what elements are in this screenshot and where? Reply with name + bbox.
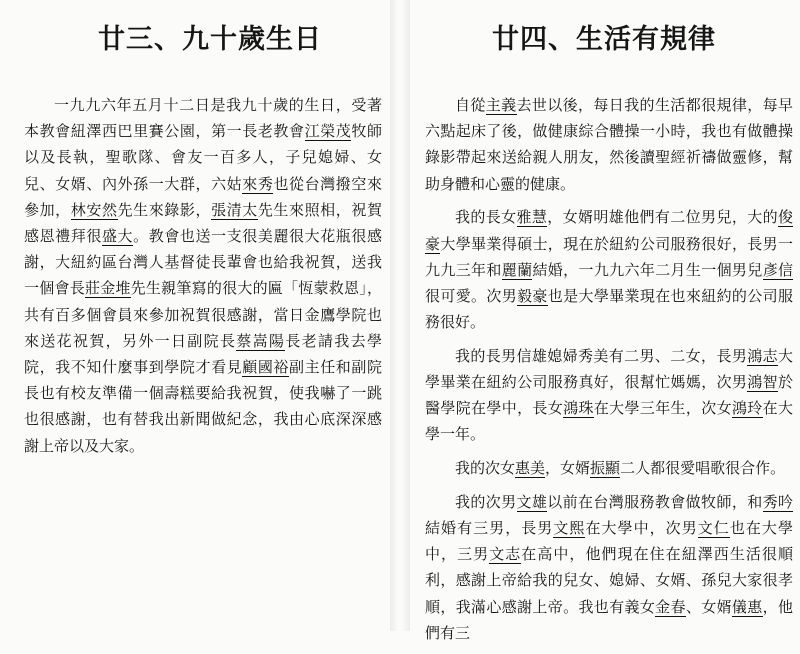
text-run: 在大學中，次男 (585, 519, 698, 538)
chapter-23-body (24, 92, 382, 464)
underlined-name: 蔡嵩陽 (236, 331, 286, 350)
text-run: 也在大學中，三男 (425, 519, 793, 564)
underlined-name: 惠美 (515, 459, 546, 478)
text-run: 大學畢業得碩士，現在於紐約公司服務很好，長男一九九三年和 (425, 234, 793, 279)
text-run: 我的長男信雄媳婦秀美有二男、二女，長男 (455, 346, 748, 365)
underlined-name: 秀吟 (762, 492, 793, 511)
underlined-name: 顧國裕 (242, 358, 290, 377)
underlined-name: 振顯 (590, 459, 621, 478)
paragraph (425, 204, 793, 335)
text-run: 去世以後，每日我的生活都很規律，每早六點起床了後，做健康綜合體操一小時，我也有做體操錄影帶起來送給親人朋友，然後讀聖經祈禱做靈修，幫助身體和心靈的健康。 (425, 96, 793, 193)
text-run: 在大學一年。 (425, 399, 793, 444)
text-run: ，女婿 (545, 459, 591, 478)
underlined-name: 盛大 (101, 227, 134, 246)
underlined-name: 鴻志 (747, 346, 778, 365)
text-run: 在大學三年生，次女 (593, 399, 732, 418)
text-run: 一九九六年五月十二日是我九十歲的生日，受著本教會紐澤西巴里賽公園，第一長老教會 (24, 96, 382, 141)
chapter-23-title: 廿三、九十歲生日 (98, 24, 322, 55)
text-run: 我的長女 (455, 208, 517, 227)
text-run: 在高中，他們現在住在紐澤西生活很順利，感謝上帝給我的兒女、媳婦、女婿、孫兒大家很孝順，我滿心感謝上帝。我也有義女 (425, 545, 793, 616)
underlined-name: 文雄 (516, 492, 548, 511)
left-page (0, 0, 392, 631)
text-run: 副主任和副院長也有校友準備一個壽糕要給我祝賀，使我嚇了一跳也很感謝，也有替我出新聞做紀念，我由心底深深感謝上帝以及大家。 (24, 358, 382, 455)
underlined-name: 鴻玲 (731, 399, 763, 418)
underlined-name: 林安然 (70, 200, 118, 219)
underlined-name: 俊豪 (425, 208, 793, 253)
underlined-name: 莊金堆 (84, 279, 131, 298)
text-run: 先生親筆寫的很大的匾「恆蒙救恩」，共有百多個會員來參加祝賀很感謝，當日金鷹學院也來送花祝賀，另外一日副院長 (24, 279, 382, 350)
right-page (408, 0, 800, 642)
text-run: 以前在台灣服務教會做牧師，和 (547, 492, 763, 511)
underlined-name: 江榮茂 (304, 122, 352, 141)
underlined-name: 金春 (655, 597, 686, 616)
paragraph (425, 455, 793, 481)
text-run: 很可愛。次男 (425, 286, 518, 305)
text-run: 先生來照相，祝賀感恩禮拜很 (24, 200, 382, 246)
text-run: 自從 (455, 96, 486, 114)
book-spine (390, 0, 410, 631)
text-run: 、女婿 (685, 597, 732, 616)
text-run: 。教會也送一支很美麗很大花瓶很感謝，大紐約區台灣人基督徒長輩會也給我祝賀，送我一個會長 (24, 227, 382, 298)
underlined-name: 儀惠 (731, 597, 763, 616)
text-run: 也是大學畢業現在也來紐約的公司服務很好。 (425, 286, 793, 332)
text-run: 牧師以及長執，聖歌隊、會友一百多人，子兒媳婦、女兒、女婿、內外孫一大群，六姑 (24, 122, 382, 193)
text-run: 大學畢業在紐約公司服務真好，很幫忙媽媽，次男 (425, 346, 793, 392)
paragraph (24, 92, 382, 459)
text-run: 我的次男 (455, 492, 517, 511)
underlined-name: 文志 (489, 545, 522, 564)
text-run: ，女婿明雄他們有二位男兒，大的 (547, 208, 778, 227)
underlined-name: 彥信 (762, 260, 793, 279)
text-run: ，他們有三 (425, 597, 793, 642)
paragraph (425, 343, 793, 448)
text-run: 長老請我去學院，我不知什麼事到學院才看見 (24, 331, 382, 377)
text-run: 我的次女 (455, 459, 516, 478)
text-run: 也從台灣撥空來參加， (24, 174, 382, 219)
chapter-24-title: 廿四、生活有規律 (492, 24, 716, 55)
underlined-name: 雅慧 (516, 208, 548, 227)
underlined-name: 麗蘭 (501, 260, 533, 279)
underlined-name: 文仁 (697, 519, 730, 538)
paragraph (425, 489, 793, 646)
paragraph (425, 92, 793, 197)
text-run: 於醫學院在學中，長女 (425, 373, 793, 418)
underlined-name: 鴻智 (747, 373, 778, 392)
underlined-name: 鴻珠 (563, 399, 594, 418)
underlined-name: 來秀 (242, 174, 274, 193)
underlined-name: 主義 (485, 96, 517, 114)
text-run: 先生來錄影， (117, 200, 212, 219)
text-run: 結婚，一九九六年二月生一個男兒 (532, 260, 763, 279)
underlined-name: 張清太 (211, 200, 258, 219)
text-run: 結婚有三男，長男 (425, 519, 554, 538)
chapter-24-body (425, 92, 793, 654)
underlined-name: 毅豪 (517, 286, 548, 305)
text-run: 二人都很愛唱歌很合作。 (620, 459, 786, 478)
underlined-name: 文熙 (553, 519, 586, 538)
